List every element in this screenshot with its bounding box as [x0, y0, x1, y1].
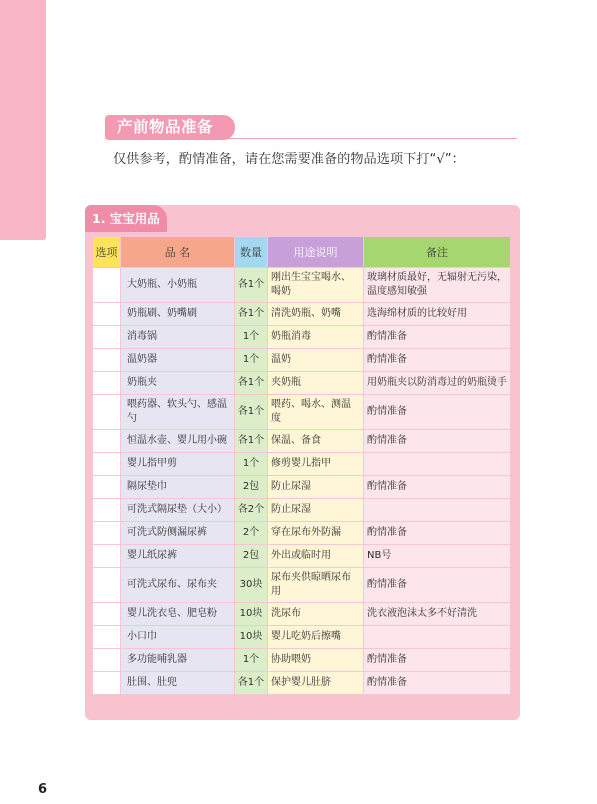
purpose-cell: 防止尿湿 [268, 476, 364, 499]
quantity-cell: 各1个 [235, 372, 268, 395]
purpose-cell: 婴儿吃奶后擦嘴 [268, 626, 364, 649]
quantity-cell: 10块 [235, 626, 268, 649]
table-row [93, 603, 511, 626]
note-cell [364, 453, 511, 476]
item-name-cell: 奶瓶夹 [121, 372, 235, 395]
item-name-cell: 婴儿洗衣皂、肥皂粉 [121, 603, 235, 626]
note-cell: 酌情准备 [364, 430, 511, 453]
purpose-cell: 洗尿布 [268, 603, 364, 626]
instruction-text: 仅供参考，酌情准备，请在您需要准备的物品选项下打“√”： [113, 152, 465, 167]
note-cell: 酌情准备 [364, 349, 511, 372]
item-name-cell: 可洗式尿布、尿布夹 [121, 568, 235, 603]
note-cell: 酌情准备 [364, 568, 511, 603]
item-name-cell: 婴儿指甲剪 [121, 453, 235, 476]
note-cell: NB号 [364, 545, 511, 568]
option-cell [93, 303, 121, 326]
table-row [93, 649, 511, 672]
quantity-cell: 各1个 [235, 430, 268, 453]
purpose-cell: 保温、备食 [268, 430, 364, 453]
quantity-cell: 2包 [235, 545, 268, 568]
purpose-cell: 修剪婴儿指甲 [268, 453, 364, 476]
table-row [93, 395, 511, 430]
item-name-cell: 消毒锅 [121, 326, 235, 349]
table-row [93, 430, 511, 453]
purpose-cell: 奶瓶消毒 [268, 326, 364, 349]
checklist-title: 1. 宝宝用品 [85, 205, 167, 232]
item-name-cell: 婴儿纸尿裤 [121, 545, 235, 568]
quantity-cell: 1个 [235, 649, 268, 672]
purpose-cell: 清洗奶瓶、奶嘴 [268, 303, 364, 326]
option-cell [93, 430, 121, 453]
option-cell [93, 326, 121, 349]
column-header-note: 备注 [364, 237, 511, 268]
table-row [93, 545, 511, 568]
purpose-cell: 保护婴儿肚脐 [268, 672, 364, 695]
item-name-cell: 可洗式防侧漏尿裤 [121, 522, 235, 545]
purpose-cell: 刚出生宝宝喝水、喝奶 [268, 268, 364, 303]
option-cell [93, 395, 121, 430]
quantity-cell: 各1个 [235, 268, 268, 303]
note-cell [364, 626, 511, 649]
table-header-row [93, 237, 511, 268]
option-cell [93, 372, 121, 395]
quantity-cell: 30块 [235, 568, 268, 603]
table-row [93, 372, 511, 395]
table-row [93, 476, 511, 499]
checklist-panel [85, 205, 520, 720]
table-row [93, 326, 511, 349]
purpose-cell: 防止尿湿 [268, 499, 364, 522]
purpose-cell: 穿在尿布外防漏 [268, 522, 364, 545]
item-name-cell: 喂药器、软头勺、感温勺 [121, 395, 235, 430]
table-row [93, 453, 511, 476]
item-name-cell: 多功能哺乳器 [121, 649, 235, 672]
item-name-cell: 隔尿垫巾 [121, 476, 235, 499]
note-cell: 酌情准备 [364, 326, 511, 349]
purpose-cell: 温奶 [268, 349, 364, 372]
quantity-cell: 1个 [235, 453, 268, 476]
option-cell [93, 476, 121, 499]
option-cell [93, 568, 121, 603]
page-number: 6 [38, 782, 48, 797]
option-cell [93, 649, 121, 672]
checklist-body [93, 268, 511, 695]
quantity-cell: 10块 [235, 603, 268, 626]
quantity-cell: 各2个 [235, 499, 268, 522]
option-cell [93, 499, 121, 522]
section-title: 产前物品准备 [105, 115, 235, 140]
table-row [93, 672, 511, 695]
item-name-cell: 温奶器 [121, 349, 235, 372]
table-row [93, 268, 511, 303]
quantity-cell: 2个 [235, 522, 268, 545]
item-name-cell: 奶瓶刷、奶嘴刷 [121, 303, 235, 326]
note-cell: 酌情准备 [364, 522, 511, 545]
column-header-item: 品 名 [121, 237, 235, 268]
note-cell: 玻璃材质最好，无辐射无污染，温度感知敏强 [364, 268, 511, 303]
table-row [93, 499, 511, 522]
quantity-cell: 各1个 [235, 672, 268, 695]
column-header-purpose: 用途说明 [268, 237, 364, 268]
table-row [93, 626, 511, 649]
quantity-cell: 1个 [235, 326, 268, 349]
option-cell [93, 626, 121, 649]
option-cell [93, 545, 121, 568]
option-cell [93, 453, 121, 476]
quantity-cell: 各1个 [235, 303, 268, 326]
purpose-cell: 协助喂奶 [268, 649, 364, 672]
item-name-cell: 小口巾 [121, 626, 235, 649]
purpose-cell: 夹奶瓶 [268, 372, 364, 395]
column-header-option: 选项 [93, 237, 121, 268]
item-name-cell: 肚围、肚兜 [121, 672, 235, 695]
quantity-cell: 各1个 [235, 395, 268, 430]
option-cell [93, 349, 121, 372]
item-name-cell: 大奶瓶、小奶瓶 [121, 268, 235, 303]
purpose-cell: 喂药、喝水、测温度 [268, 395, 364, 430]
quantity-cell: 2包 [235, 476, 268, 499]
option-cell [93, 672, 121, 695]
table-row [93, 522, 511, 545]
note-cell: 洗衣液泡沫太多不好清洗 [364, 603, 511, 626]
option-cell [93, 603, 121, 626]
note-cell: 酌情准备 [364, 649, 511, 672]
page-side-tab [0, 0, 46, 240]
column-header-quantity: 数量 [235, 237, 268, 268]
table-row [93, 568, 511, 603]
note-cell: 用奶瓶夹以防消毒过的奶瓶烫手 [364, 372, 511, 395]
checklist-table [92, 236, 511, 695]
quantity-cell: 1个 [235, 349, 268, 372]
purpose-cell: 外出或临时用 [268, 545, 364, 568]
note-cell: 选海绵材质的比较好用 [364, 303, 511, 326]
item-name-cell: 可洗式隔尿垫（大小） [121, 499, 235, 522]
table-row [93, 349, 511, 372]
table-row [93, 303, 511, 326]
note-cell: 酌情准备 [364, 476, 511, 499]
note-cell: 酌情准备 [364, 672, 511, 695]
option-cell [93, 268, 121, 303]
item-name-cell: 恒温水壶、婴儿用小碗 [121, 430, 235, 453]
purpose-cell: 尿布夹供晾晒尿布用 [268, 568, 364, 603]
option-cell [93, 522, 121, 545]
note-cell: 酌情准备 [364, 395, 511, 430]
note-cell [364, 499, 511, 522]
